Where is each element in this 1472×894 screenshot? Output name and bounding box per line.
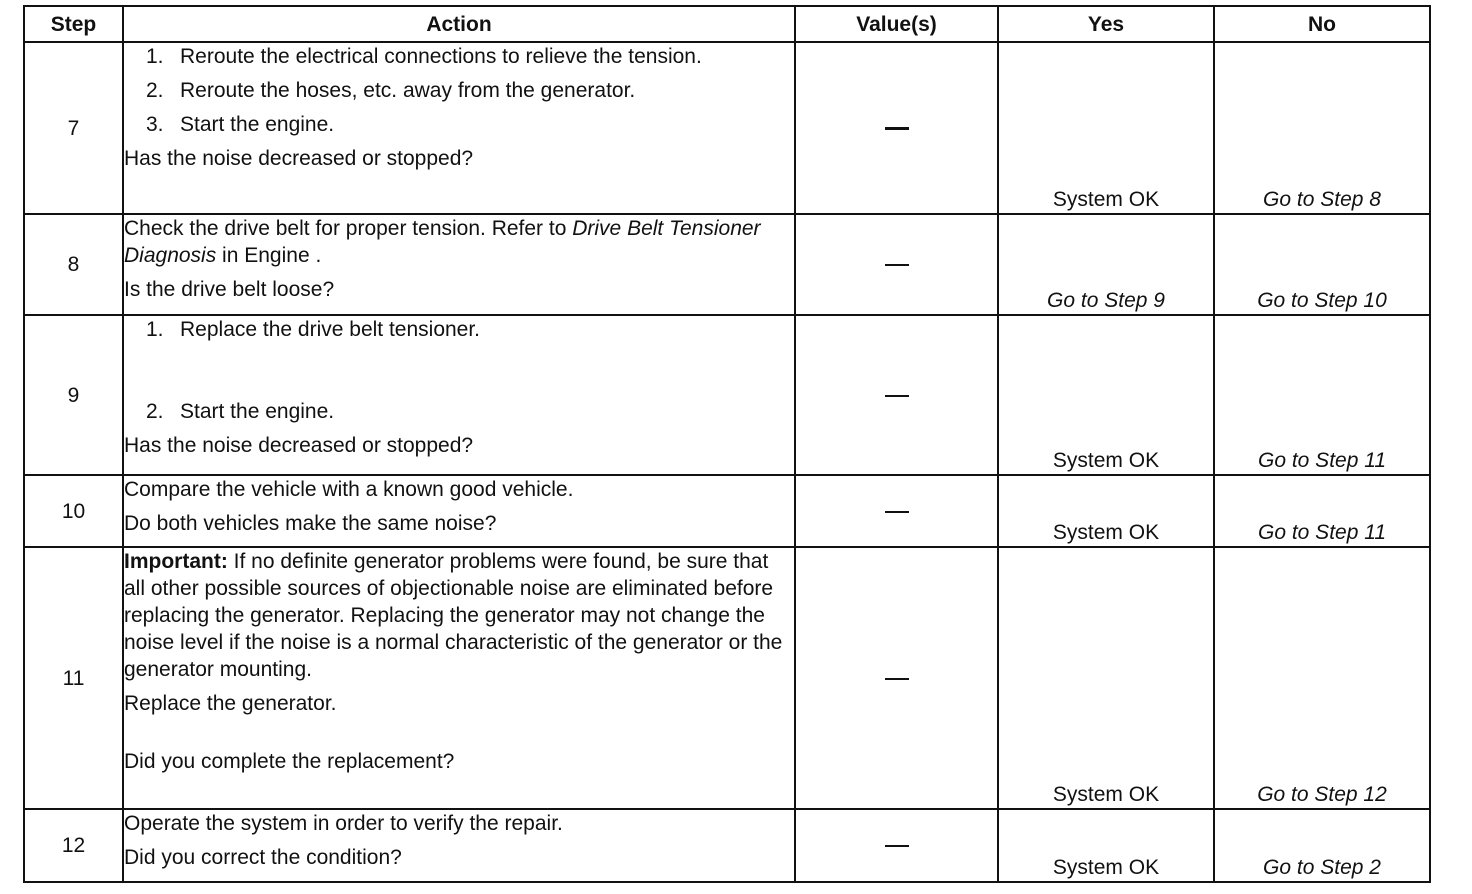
item-number: 1. xyxy=(146,318,164,341)
reference-link[interactable]: Drive Belt Tensioner Diagnosis xyxy=(124,217,761,267)
action-question: Has the noise decreased or stopped? xyxy=(124,434,474,457)
no-cell xyxy=(1214,214,1430,315)
yes-cell: System OK xyxy=(998,475,1214,547)
action-question: Is the drive belt loose? xyxy=(124,278,335,301)
item-number: 2. xyxy=(146,400,164,423)
goto-step-link[interactable]: Go to Step 9 xyxy=(1047,289,1165,312)
action-item xyxy=(124,398,794,425)
para-text: Check the drive belt for proper tension. Refer to xyxy=(124,217,573,240)
value-dash xyxy=(885,395,909,397)
goto-step-link[interactable]: Go to Step 12 xyxy=(1257,783,1387,806)
value-cell xyxy=(795,809,998,882)
action-cell xyxy=(123,315,795,475)
goto-step-link[interactable]: Go to Step 10 xyxy=(1257,289,1387,312)
value-dash xyxy=(885,127,909,130)
action-paragraph xyxy=(124,215,794,269)
yes-cell: System OK xyxy=(998,547,1214,809)
header-no: No xyxy=(1214,6,1430,42)
action-question: Did you correct the condition? xyxy=(124,846,402,869)
yes-cell xyxy=(998,214,1214,315)
goto-step-link[interactable]: Go to Step 8 xyxy=(1263,188,1381,211)
item-text: Reroute the hoses, etc. away from the generator. xyxy=(180,79,636,102)
action-item xyxy=(124,316,794,343)
action-item xyxy=(124,77,794,104)
value-cell xyxy=(795,315,998,475)
item-text: Start the engine. xyxy=(180,400,335,423)
value-dash xyxy=(885,845,909,847)
step-number: 10 xyxy=(24,475,123,547)
action-cell xyxy=(123,42,795,214)
value-cell xyxy=(795,547,998,809)
value-cell xyxy=(795,42,998,214)
action-cell xyxy=(123,214,795,315)
no-cell xyxy=(1214,475,1430,547)
table-row-step-11 xyxy=(24,547,1430,809)
no-cell xyxy=(1214,42,1430,214)
goto-step-link[interactable]: Go to Step 2 xyxy=(1263,856,1381,879)
goto-step-link[interactable]: Go to Step 11 xyxy=(1257,449,1387,472)
header-yes: Yes xyxy=(998,6,1214,42)
no-cell xyxy=(1214,809,1430,882)
action-list xyxy=(124,316,794,425)
value-cell xyxy=(795,214,998,315)
diagnostic-table xyxy=(23,5,1431,883)
step-number: 8 xyxy=(24,214,123,315)
header-step: Step xyxy=(24,6,123,42)
no-cell xyxy=(1214,547,1430,809)
value-dash xyxy=(885,264,909,266)
item-text: Start the engine. xyxy=(180,113,335,136)
spacer xyxy=(124,724,794,748)
table-row-step-9 xyxy=(24,315,1430,475)
value-dash xyxy=(885,678,909,680)
header-action: Action xyxy=(123,6,795,42)
para-text: in Engine . xyxy=(216,244,322,267)
action-question: Do both vehicles make the same noise? xyxy=(124,512,497,535)
action-paragraph: Compare the vehicle with a known good vehicle. xyxy=(124,478,574,501)
action-item xyxy=(124,43,794,70)
value-cell xyxy=(795,475,998,547)
table-row-step-8 xyxy=(24,214,1430,315)
table-row-step-10 xyxy=(24,475,1430,547)
header-row xyxy=(24,6,1430,42)
spacer xyxy=(124,350,794,398)
step-number: 12 xyxy=(24,809,123,882)
yes-cell: System OK xyxy=(998,315,1214,475)
action-cell xyxy=(123,547,795,809)
step-number: 11 xyxy=(24,547,123,809)
item-text: Replace the drive belt tensioner. xyxy=(180,318,481,341)
step-number: 7 xyxy=(24,42,123,214)
action-cell xyxy=(123,809,795,882)
yes-cell: System OK xyxy=(998,809,1214,882)
action-question: Did you complete the replacement? xyxy=(124,750,455,773)
table-row-step-12 xyxy=(24,809,1430,882)
header-values: Value(s) xyxy=(795,6,998,42)
table-row-step-7 xyxy=(24,42,1430,214)
item-text: Reroute the electrical connections to relieve the tension. xyxy=(180,45,702,68)
yes-cell: System OK xyxy=(998,42,1214,214)
important-note xyxy=(124,548,794,683)
action-cell xyxy=(123,475,795,547)
action-list xyxy=(124,43,794,138)
action-item xyxy=(124,111,794,138)
action-question: Has the noise decreased or stopped? xyxy=(124,147,474,170)
action-paragraph: Operate the system in order to verify the repair. xyxy=(124,812,563,835)
item-number: 3. xyxy=(146,113,164,136)
item-number: 1. xyxy=(146,45,164,68)
important-label: Important: xyxy=(124,550,228,573)
value-dash xyxy=(885,511,909,513)
step-number: 9 xyxy=(24,315,123,475)
action-paragraph: Replace the generator. xyxy=(124,692,337,715)
no-cell xyxy=(1214,315,1430,475)
item-number: 2. xyxy=(146,79,164,102)
goto-step-link[interactable]: Go to Step 11 xyxy=(1257,521,1387,544)
important-text: If no definite generator problems were found, be sure that all other possible sources of objectionable noise are eliminated before replacing the generator. Replacing the generator may not change the noise level if the noise is a normal characteristic of the generator or the generator mounting. xyxy=(124,550,783,681)
